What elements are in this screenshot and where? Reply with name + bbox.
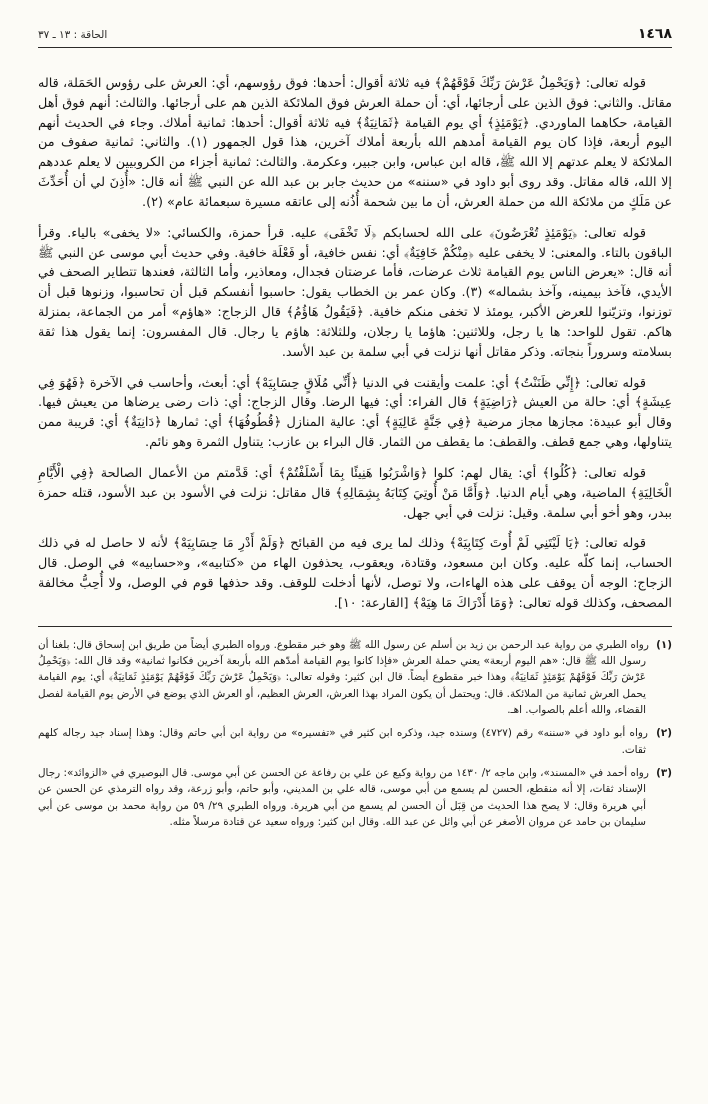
page-header <box>38 26 672 42</box>
tafsir-paragraph-5: قوله تعالى: ﴿يَا لَيْتَنِي لَمْ أُوتَ كِتَابِيَهْ﴾ وذلك لما يرى فيه من القبائح ﴿وَلَمْ أَدْرِ مَا حِسَابِيَهْ﴾ لأنه لا حاصل له في ذلك الحساب، إنما كلّه عليه. وكان ابن مسعود، وقتادة، ويعقوب، يحذفون الهاء من «كتابيه»، و«حسابيه» في الوصل. قال الزجاج: الوجه أن يوقف على هذه الهاءات، ولا توصل، لأنها أدخلت للوقف. وقد حذفها قوم في الوصل، ولا أُحِبُّ مخالفة المصحف، وكذلك قوله تعالى: ﴿وَمَا أَدْرَاكَ مَا هِيَهْ﴾ [القارعة: ١٠]. <box>38 536 672 611</box>
tafsir-paragraph-3: قوله تعالى: ﴿إِنِّي ظَنَنْتُ﴾ أي: علمت وأيقنت في الدنيا ﴿أَنِّي مُلَاقٍ حِسَابِيَهْ﴾ أي: أبعث، وأحاسب في الآخرة ﴿فَهُوَ فِي عِيشَةٍ﴾ أي: حالة من العيش ﴿رَاضِيَةٍ﴾ قال الفراء: أي: فيها الرضا. وقال الزجاج: أي: ذات رضى يرضاها من يعيش فيها. وقال أبو عبيدة: مجازها مجاز مرضية ﴿فِي جَنَّةٍ عَالِيَةٍ﴾ أي: عالية المنازل ﴿قُطُوفُهَا﴾ أي: ثمارها ﴿دَانِيَةٌ﴾ أي: قريبة ممن يتناولها، وهي جمع قطف. والقطف: ما يقطف من الثمار. قال البراء بن عازب: يتناول الثمرة وهو نائم. <box>38 375 672 451</box>
tafsir-paragraph-4: قوله تعالى: ﴿كُلُوا﴾ أي: يقال لهم: كلوا ﴿وَاشْرَبُوا هَنِيئًا بِمَا أَسْلَفْتُمْ﴾ أي: قَدَّمتم من الأعمال الصالحة ﴿فِي الْأَيَّامِ الْخَالِيَةِ﴾ الماضية، وهي أيام الدنيا. ﴿وَأَمَّا مَنْ أُوتِيَ كِتَابَهُ بِشِمَالِهِ﴾ قال مقاتل: نزلت في الأسود بن عبد الأسود، قتله حمزة ببدر، وهو أخو أبي سلمة. وقيل: نزلت في أبي جهل. <box>38 465 672 521</box>
footnote-3 <box>38 765 672 830</box>
page-number: ١٤٦٨ <box>637 26 672 42</box>
footnote-2-text: رواه أبو داود في «سننه» رقم (٤٧٢٧) وسنده جيد، وذكره ابن كثير في «تفسيره» من رواية ابن أبي حاتم وقال: وهذا إسناد جيد رجاله كلهم ثقات. <box>38 727 648 756</box>
footnote-divider <box>38 626 672 627</box>
header-divider <box>38 47 672 48</box>
footnote-1 <box>38 637 672 719</box>
footnote-1-text: رواه الطبري من رواية عبد الرحمن بن زيد بن أسلم عن رسول الله ﷺ وهو خبر مقطوع. ورواه الطبري أيضاً من طريق ابن إسحاق قال: بلغنا أن رسول الله ﷺ قال: «هم اليوم أربعة» يعني حملة العرش «فإذا كانوا يوم القيامة أمدّهم الله بأربعة آخرين فكانوا ثمانية» وقد قال الله: ﴿وَيَحْمِلُ عَرْشَ رَبِّكَ فَوْقَهُمْ يَوْمَئِذٍ ثَمَانِيَةٌ﴾ وهذا خبر مقطوع أيضاً. قال ابن كثير: وقوله تعالى: ﴿وَيَحْمِلُ عَرْشَ رَبِّكَ فَوْقَهُمْ يَوْمَئِذٍ ثَمَانِيَةٌ﴾ أي: يوم القيامة يحمل العرش ثمانية من الملائكة. قال: ويحتمل أن يكون المراد بهذا العرش، العرش العظيم، أو العرش الذي يوضع في الأرض يوم القيامة لفصل القضاء، والله أعلم بالصواب. اهـ. <box>38 638 649 717</box>
footnote-3-number: (٣) <box>656 767 672 779</box>
footnote-1-number: (١) <box>656 638 672 651</box>
tafsir-paragraph-2: قوله تعالى: ﴿يَوْمَئِذٍ تُعْرَضُونَ﴾ على الله لحسابكم ﴿لَا تَخْفَى﴾ عليه. قرأ حمزة، والكسائي: «لا يخفى» بالياء. وقرأ الباقون بالتاء. والمعنى: لا يخفى عليه ﴿مِنْكُمْ خَافِيَةٌ﴾ أي: نفس خافية، أو فَعْلَة خافية. وفي حديث أبي موسى عن النبي ﷺ أنه قال: «يعرض الناس يوم القيامة ثلاث عرضات، فأما عرضتان فجدال، ومعاذير، وأما الثالثة، فعندها تتطاير الصحف في الأيدي، فآخذ بيمينه، وآخذ بشماله» (٣). وكان عمر بن الخطاب يقول: حاسبوا أنفسكم قبل أن تحاسبوا، وزنوها قبل أن توزنوا، وتزيّنوا للعرض الأكبر، يومئذ لا تخفى منكم خافية. ﴿فَيَقُولُ هَاؤُمُ﴾ قال الزجاج: «هاؤم» أمر من الجماعة، بمنزلة هاكم. تقول للواحد: ها يا رجل، وللاثنين: هاؤما يا رجلان، وللثلاثة: هاؤم يا رجال. قال المفسرون: إنما يقول هذا ثقة بسلامته وسروراً بنجاته. وذكر مقاتل أنها نزلت في أبي سلمة بن عبد الأسد. <box>38 225 672 360</box>
footnote-2-number: (٢) <box>656 727 672 740</box>
tafsir-body <box>38 74 672 614</box>
tafsir-paragraph-1: قوله تعالى: ﴿وَيَحْمِلُ عَرْشَ رَبِّكَ فَوْقَهُمْ﴾ فيه ثلاثة أقوال: أحدها: فوق رؤوسهم، أي: العرش على رؤوس الحَمَلة، قاله مقاتل. والثاني: فوق الذين على أرجائها، أي: أن حملة العرش فوق الملائكة الذين هم على أرجائها. والثالث: أنهم فوق أهل القيامة، حكاهما الماوردي. ﴿يَوْمَئِذٍ﴾ أي يوم القيامة ﴿ثَمَانِيَةٌ﴾ فيه ثلاثة أقوال: أحدها: ثمانية أملاك. وجاء في الحديث أنهم اليوم أربعة، فإذا كان يوم القيامة أمدهم الله بأربعة أملاك آخرين، هذا قول الجمهور (١). والثاني: ثمانية صفوف من الملائكة لا يعلم عدتهم إلا الله ﷺ، قاله ابن عباس، وابن جبير، وعكرمة. والثالث: ثمانية أجزاء من الكروبيين لا يعلم عددهم إلا الله، قاله مقاتل. وقد روى أبو داود في «سننه» من حديث جابر بن عبد الله عن النبي ﷺ أنه قال: «أُذِنَ لي أن أُحَدِّثَ عن مَلَكٍ من ملائكة الله من حملة العرش، أن ما بين شحمة أُذُنه إلى عاتقه مسيرة سبعمائة عام» (٢). <box>38 76 672 210</box>
footnotes-section <box>38 637 672 831</box>
surah-verse-range: الحاقة : ١٣ ـ ٣٧ <box>38 29 108 41</box>
footnote-3-text: رواه أحمد في «المسند»، وابن ماجه ٢/ ١٤٣٠ من رواية وكيع عن علي بن رفاعة عن الحسن عن أبي موسى. قال البوصيري في «الزوائد»: رجال الإسناد ثقات، إلا أنه منقطع، الحسن لم يسمع من أبي موسى، قاله علي بن المديني، وأبو حاتم، وأبو زرعة، وقد رواه الترمذي عن الحسن عن أبي هريرة وقال: لا يصح هذا الحديث من قِبَل أن الحسن لم يسمع من أبي هريرة. ورواه الطبري ٢٩/ ٥٩ من رواية محمد بن موسى عن أبي سليمان بن حامد عن مروان الأصغر عن أبي وائل عن عبد الله. وقال ابن كثير: ورواه سعيد عن قتادة مرسلاً مثله. <box>38 767 649 828</box>
footnote-2 <box>38 725 672 758</box>
